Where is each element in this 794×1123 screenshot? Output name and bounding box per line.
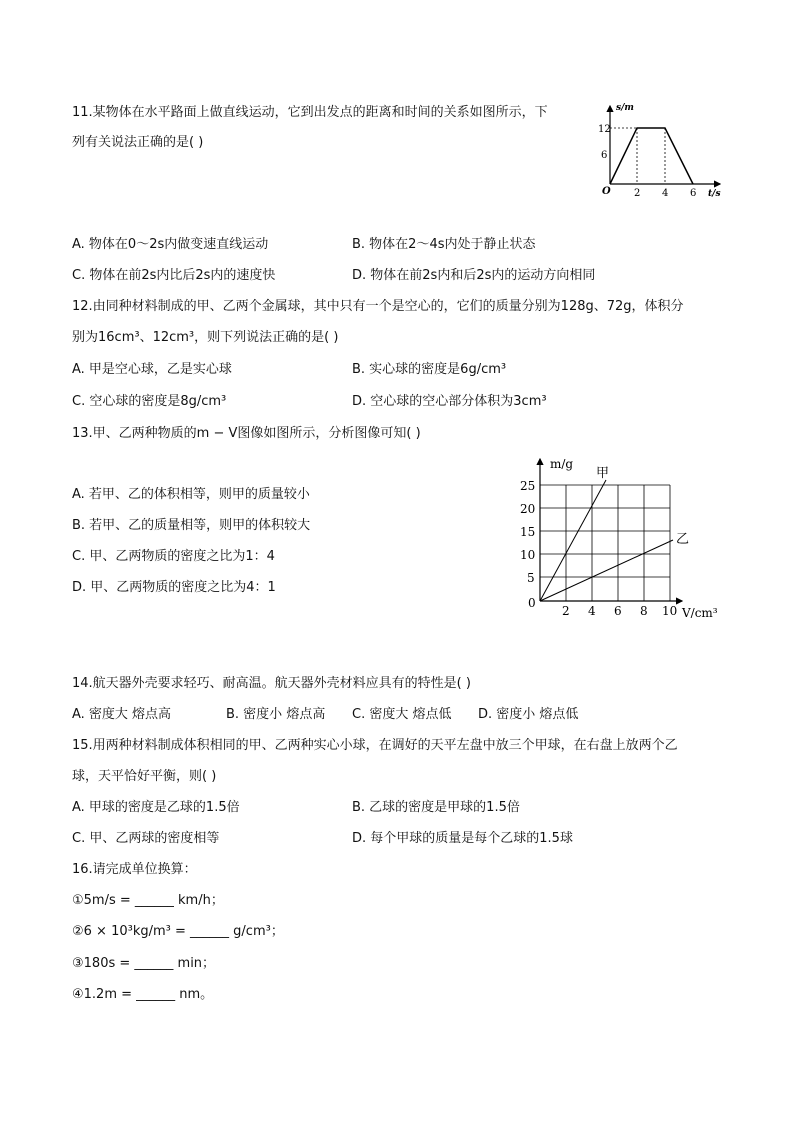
q13-stem: 13.甲、乙两种物质的m − V图像如图所示，分析图像可知( ) xyxy=(72,426,421,441)
q13-option-b[interactable]: B. 若甲、乙的质量相等，则甲的体积较大 xyxy=(72,518,311,533)
q13-y-tick-20: 20 xyxy=(520,502,536,516)
q13-x-tick-2: 2 xyxy=(562,604,570,618)
q13-y-axis-label: m/g xyxy=(550,457,574,471)
q13-line-yi xyxy=(540,540,673,601)
q11-stem-line1: 11.某物体在水平路面上做直线运动，它到出发点的距离和时间的关系如图所示，下 xyxy=(72,105,548,120)
q11-y-tick-6: 6 xyxy=(601,150,608,161)
q13-y-tick-25: 25 xyxy=(520,479,536,493)
q11-x-tick-4: 4 xyxy=(662,188,669,199)
q13-m-v-graph xyxy=(510,455,740,625)
q16-stem: 16.请完成单位换算： xyxy=(72,862,197,877)
q16-item-4[interactable]: ④1.2m = ______ nm。 xyxy=(72,987,214,1002)
q11-origin-label: O xyxy=(602,186,611,197)
q12-option-d[interactable]: D. 空心球的空心部分体积为3cm³ xyxy=(352,394,547,409)
q15-option-c[interactable]: C. 甲、乙两球的密度相等 xyxy=(72,831,220,846)
q13-grid xyxy=(540,485,670,601)
q14-option-b[interactable]: B. 密度小 熔点高 xyxy=(226,707,326,722)
q13-option-d[interactable]: D. 甲、乙两物质的密度之比为4：1 xyxy=(72,580,276,595)
q13-x-tick-4: 4 xyxy=(588,604,596,618)
q14-stem: 14.航天器外壳要求轻巧、耐高温。航天器外壳材料应具有的特性是( ) xyxy=(72,676,471,691)
q16-item-1[interactable]: ①5m/s = ______ km/h； xyxy=(72,893,224,908)
q13-option-a[interactable]: A. 若甲、乙的体积相等，则甲的质量较小 xyxy=(72,487,310,502)
q13-y-tick-15: 15 xyxy=(520,525,536,539)
q11-x-tick-6: 6 xyxy=(690,188,697,199)
q11-stem-line2: 列有关说法正确的是( ) xyxy=(72,135,204,150)
q12-stem-line1: 12.由同种材料制成的甲、乙两个金属球，其中只有一个是空心的，它们的质量分别为128g、72g，体积分 xyxy=(72,299,684,314)
q14-option-d[interactable]: D. 密度小 熔点低 xyxy=(478,707,579,722)
q14-option-c[interactable]: C. 密度大 熔点低 xyxy=(352,707,452,722)
q13-line-jia xyxy=(540,480,606,601)
q16-item-3[interactable]: ③180s = ______ min； xyxy=(72,956,216,971)
q13-option-c[interactable]: C. 甲、乙两物质的密度之比为1：4 xyxy=(72,549,275,564)
q12-option-a[interactable]: A. 甲是空心球，乙是实心球 xyxy=(72,362,232,377)
q11-s-t-graph xyxy=(596,100,726,200)
q12-stem-line2: 别为16cm³、12cm³，则下列说法正确的是( ) xyxy=(72,330,339,345)
q11-option-d[interactable]: D. 物体在前2s内和后2s内的运动方向相同 xyxy=(352,268,596,283)
q11-option-c[interactable]: C. 物体在前2s内比后2s内的速度快 xyxy=(72,268,276,283)
q11-option-b[interactable]: B. 物体在2～4s内处于静止状态 xyxy=(352,237,536,252)
q13-origin-label: 0 xyxy=(528,596,536,610)
q13-line-yi-label: 乙 xyxy=(676,532,690,547)
q13-x-axis-label: V/cm³ xyxy=(682,606,718,620)
q13-y-tick-5: 5 xyxy=(527,571,535,585)
q13-y-tick-10: 10 xyxy=(520,548,536,562)
q12-option-b[interactable]: B. 实心球的密度是6g/cm³ xyxy=(352,362,507,377)
q11-graph-line xyxy=(610,128,693,184)
q11-option-a[interactable]: A. 物体在0～2s内做变速直线运动 xyxy=(72,237,269,252)
q11-y-tick-12: 12 xyxy=(598,124,611,135)
q16-item-2[interactable]: ②6 × 10³kg/m³ = ______ g/cm³； xyxy=(72,924,284,939)
q13-x-tick-6: 6 xyxy=(614,604,622,618)
q12-option-c[interactable]: C. 空心球的密度是8g/cm³ xyxy=(72,394,227,409)
q11-x-axis-label: t/s xyxy=(708,189,721,199)
q11-y-axis-label: s/m xyxy=(616,103,634,113)
q15-stem-line2: 球，天平恰好平衡，则( ) xyxy=(72,769,217,784)
q15-option-a[interactable]: A. 甲球的密度是乙球的1.5倍 xyxy=(72,800,240,815)
q15-option-d[interactable]: D. 每个甲球的质量是每个乙球的1.5球 xyxy=(352,831,573,846)
q13-x-tick-8: 8 xyxy=(640,604,648,618)
q14-option-a[interactable]: A. 密度大 熔点高 xyxy=(72,707,172,722)
q13-line-jia-label: 甲 xyxy=(596,466,610,481)
q15-stem-line1: 15.用两种材料制成体积相同的甲、乙两种实心小球，在调好的天平左盘中放三个甲球，在右盘上放两个乙 xyxy=(72,738,678,753)
q15-option-b[interactable]: B. 乙球的密度是甲球的1.5倍 xyxy=(352,800,520,815)
q11-x-tick-2: 2 xyxy=(634,188,641,199)
q13-x-tick-10: 10 xyxy=(662,604,678,618)
